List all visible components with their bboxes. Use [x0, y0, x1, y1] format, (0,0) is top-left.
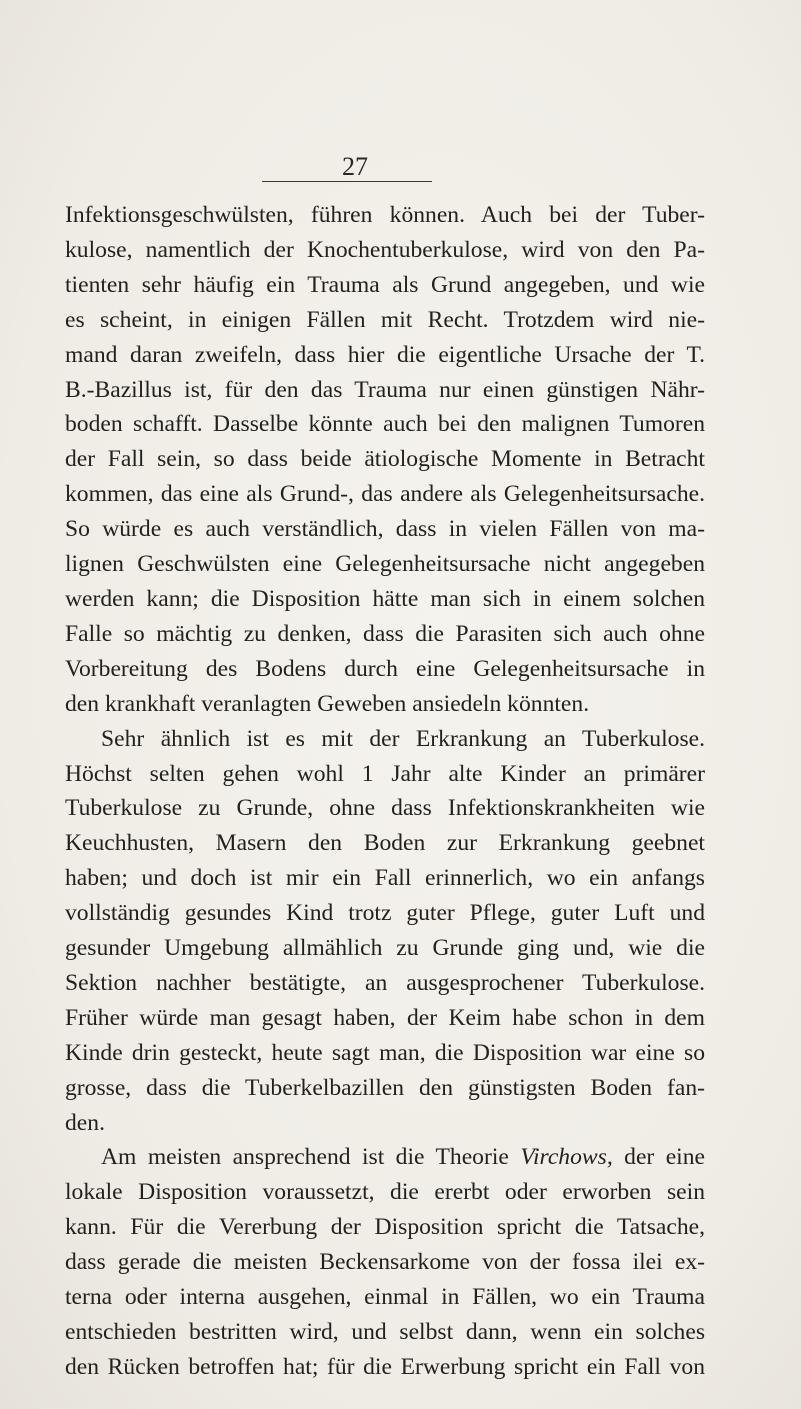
text-line: grosse, dass die Tuberkelbazillen den günstigsten Boden fan-: [65, 1074, 705, 1101]
text-line: Kinde drin gesteckt, heute sagt man, die Disposition war eine so: [65, 1039, 705, 1066]
text-line: Vorbereitung des Bodens durch eine Gelegenheitsursache in: [65, 655, 705, 682]
text-line: es scheint, in einigen Fällen mit Recht. Trotzdem wird nie-: [65, 306, 705, 333]
text-line: lokale Disposition voraussetzt, die ererbt oder erworben sein: [65, 1179, 705, 1206]
text-line: Falle so mächtig zu denken, dass die Parasiten sich auch ohne: [65, 620, 705, 647]
text-line: den.: [65, 1109, 105, 1136]
text-line: Tuberkulose zu Grunde, ohne dass Infektionskrankheiten wie: [65, 795, 705, 822]
text-run: Am meisten ansprechend ist die Theorie: [101, 1144, 509, 1171]
text-line: kulose, namentlich der Knochentuberkulose, wird von den Pa-: [65, 236, 705, 263]
author-name: Virchows,: [520, 1144, 613, 1171]
page-number: 27: [342, 152, 368, 181]
text-line: mand daran zweifeln, dass hier die eigentliche Ursache der T.: [65, 341, 705, 368]
text-line: lignen Geschwülsten eine Gelegenheitsursache nicht angegeben: [65, 551, 705, 578]
page-number-rule: [262, 181, 432, 182]
text-line: Höchst selten gehen wohl 1 Jahr alte Kinder an primärer: [65, 760, 705, 787]
text-line: Infektionsgeschwülsten, führen können. Auch bei der Tuber-: [65, 202, 705, 228]
text-line: So würde es auch verständlich, dass in vielen Fällen von ma-: [65, 516, 705, 543]
text-line: B.-Bazillus ist, für den das Trauma nur einen günstigen Nähr-: [65, 376, 705, 403]
text-line: Keuchhusten, Masern den Boden zur Erkrankung geebnet: [65, 830, 705, 857]
text-line: gesunder Umgebung allmählich zu Grunde ging und, wie die: [65, 935, 705, 962]
text-line: den krankhaft veranlagten Geweben ansiedeln könnten.: [65, 690, 590, 717]
text-line: [65, 1140, 705, 1175]
text-line: Sehr ähnlich ist es mit der Erkrankung an Tuberkulose.: [101, 725, 705, 752]
text-line: entschieden bestritten wird, und selbst dann, wenn ein solches: [65, 1319, 705, 1345]
text-line: werden kann; die Disposition hätte man sich in einem solchen: [65, 585, 705, 612]
text-line: terna oder interna ausgehen, einmal in Fällen, wo ein Trauma: [65, 1284, 705, 1311]
text-line: kommen, das eine als Grund-, das andere als Gelegenheitsursache.: [65, 481, 705, 508]
text-line: haben; und doch ist mir ein Fall erinnerlich, wo ein anfangs: [65, 865, 705, 892]
text-line: boden schafft. Dasselbe könnte auch bei den malignen Tumoren: [65, 411, 705, 438]
text-line: vollständig gesundes Kind trotz guter Pflege, guter Luft und: [65, 900, 705, 927]
text-run: der eine: [624, 1144, 706, 1171]
text-line: dass gerade die meisten Beckensarkome von der fossa ilei ex-: [65, 1249, 705, 1276]
text-line: den Rücken betroffen hat; für die Erwerbung spricht ein Fall von: [65, 1353, 705, 1380]
text-line: der Fall sein, so dass beide ätiologische Momente in Betracht: [65, 446, 705, 473]
body-text: [65, 198, 705, 1385]
text-line: Früher würde man gesagt haben, der Keim habe schon in dem: [65, 1004, 705, 1031]
text-line: kann. Für die Vererbung der Disposition spricht die Tatsache,: [65, 1214, 705, 1241]
text-line: Sektion nachher bestätigte, an ausgesprochener Tuberkulose.: [65, 969, 705, 996]
text-line: tienten sehr häufig ein Trauma als Grund angegeben, und wie: [65, 271, 705, 298]
